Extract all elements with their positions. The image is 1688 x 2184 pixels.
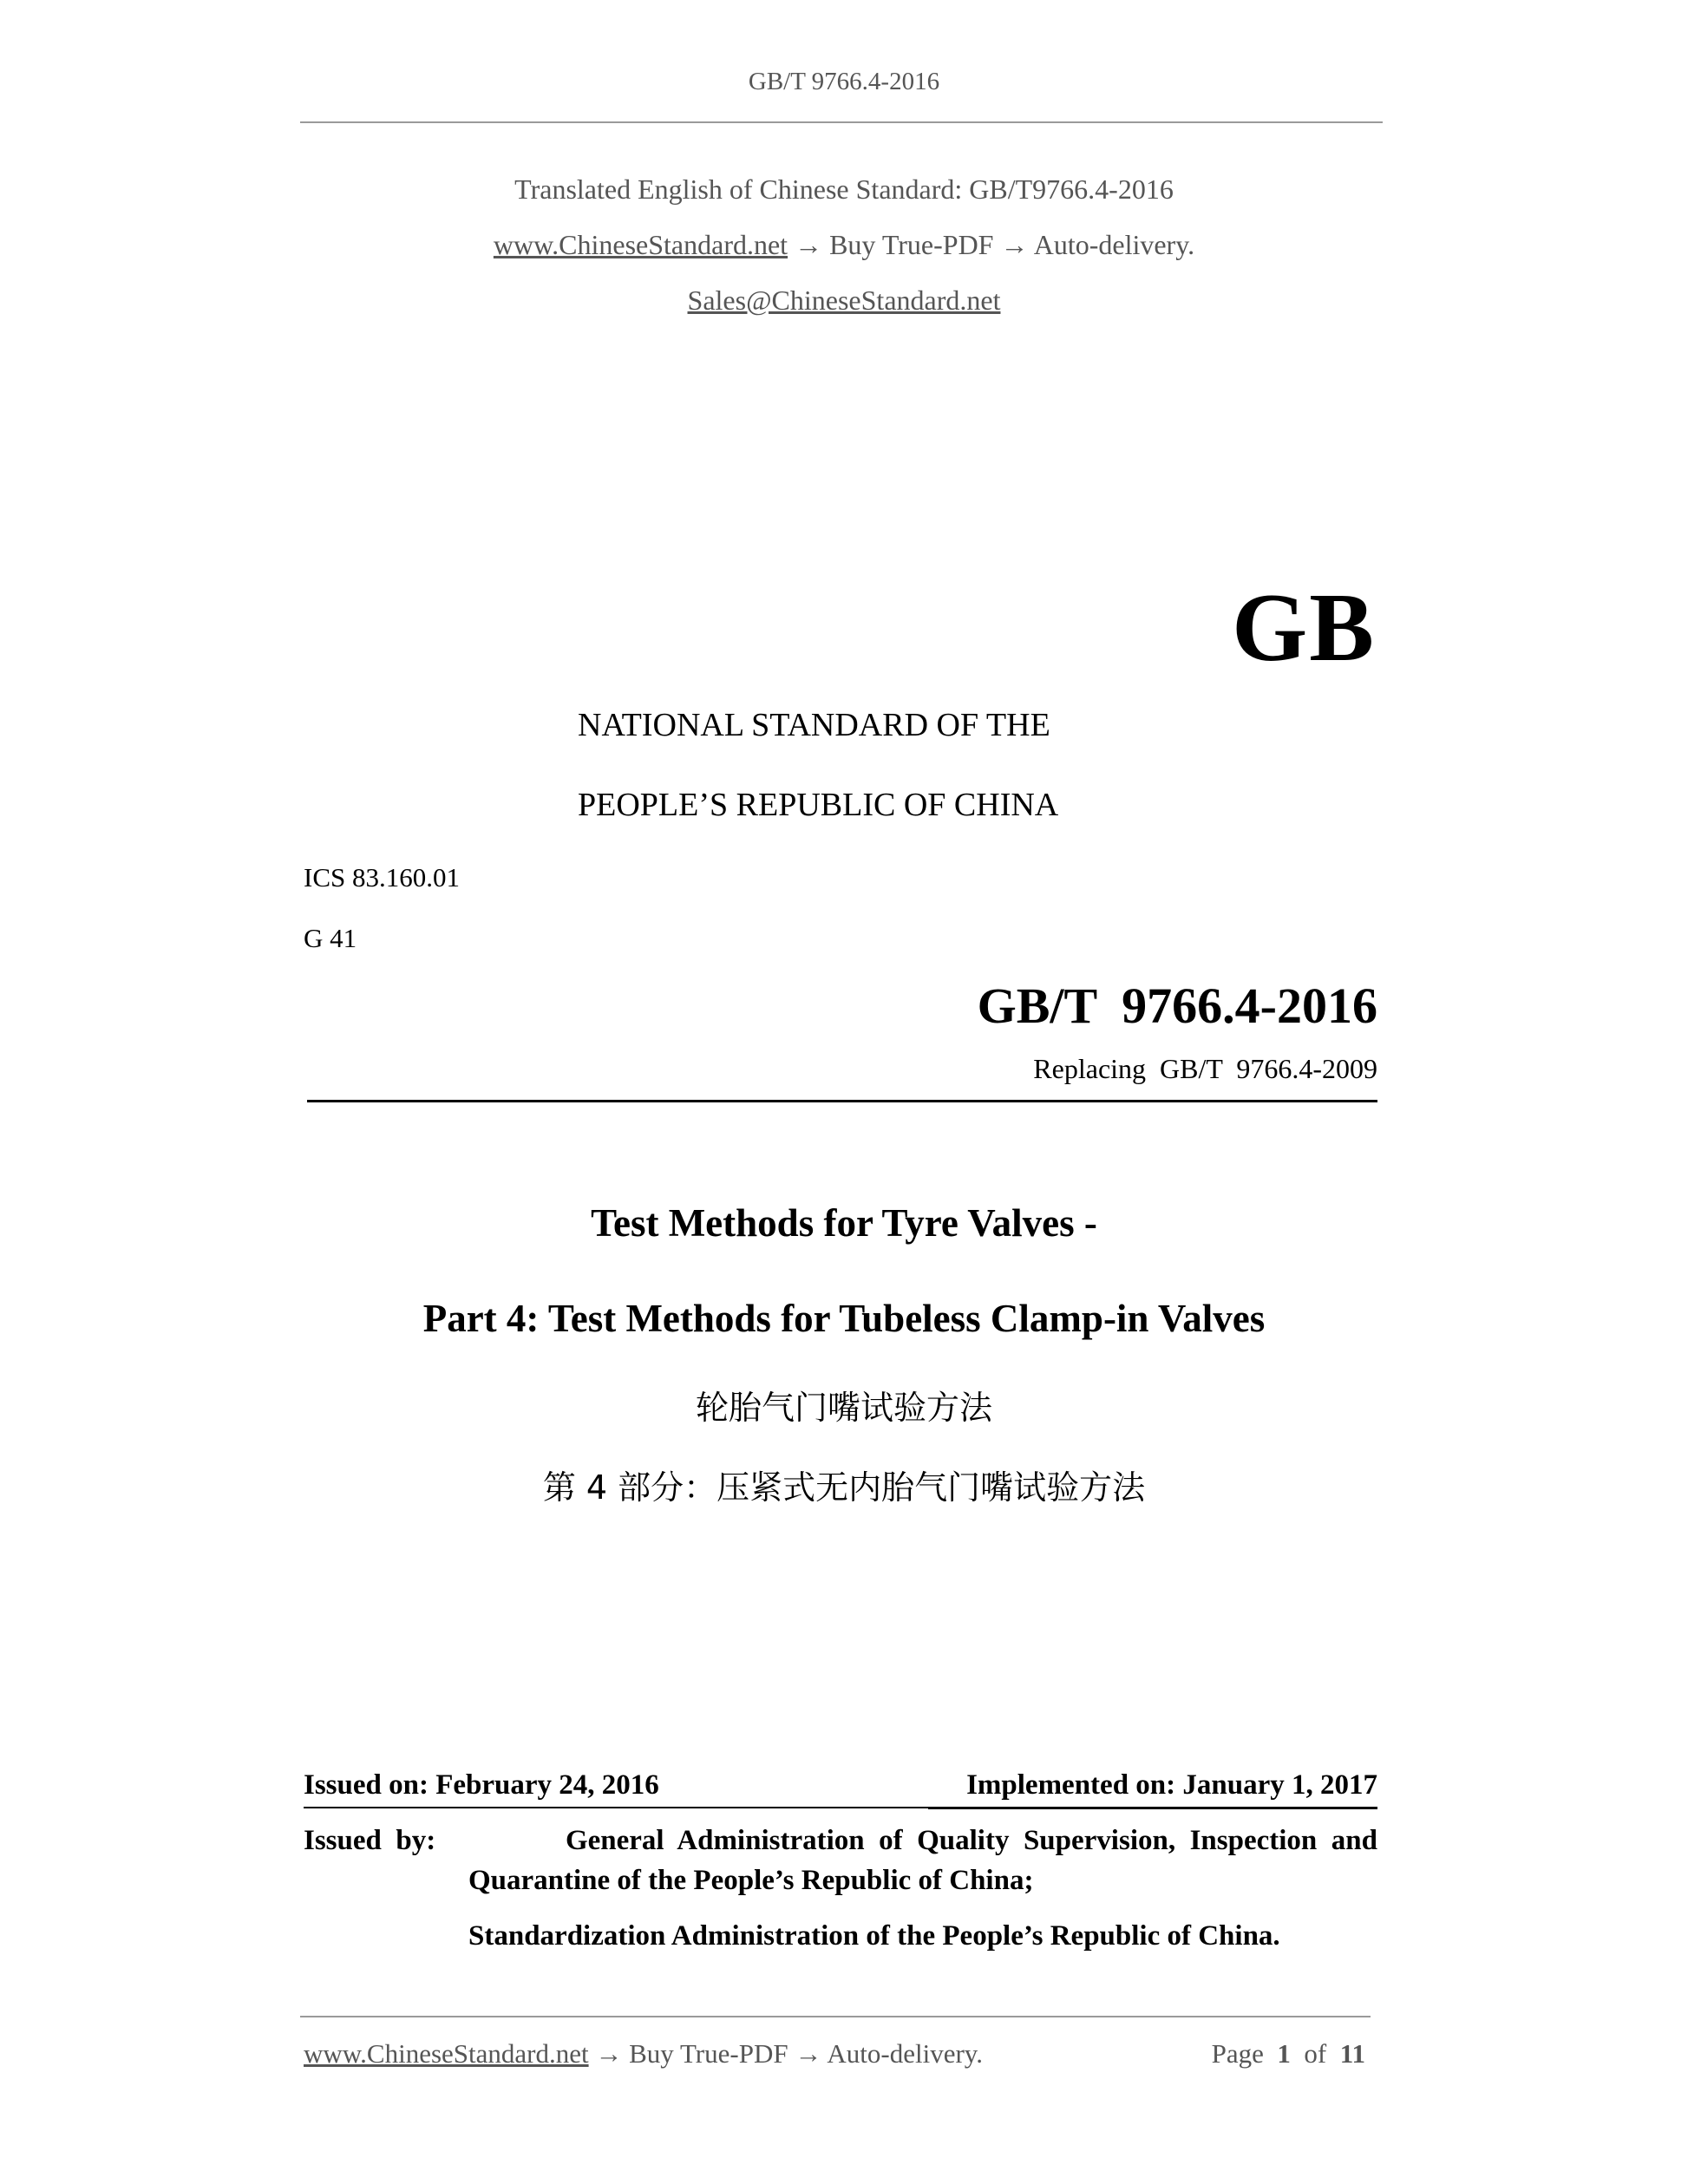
- ccs-code: G 41: [304, 923, 357, 953]
- page-label: Page: [1211, 2038, 1264, 2069]
- issuer-2: Standardization Administration of the People’s Republic of China.: [468, 1920, 1280, 1952]
- sales-email-link[interactable]: Sales@ChineseStandard.net: [687, 284, 1001, 316]
- site-link[interactable]: www.ChineseStandard.net: [493, 229, 788, 260]
- header-divider: [300, 121, 1383, 123]
- of-label: of: [1304, 2038, 1327, 2069]
- page-current: 1: [1277, 2038, 1291, 2069]
- arrow-right-icon: →: [795, 2038, 822, 2069]
- implemented-on-date: Implemented on: January 1, 2017: [966, 1769, 1377, 1801]
- issuer-1-line-a: General Administration of Quality Supervision, Inspection and: [565, 1825, 1377, 1856]
- national-standard-line-1: NATIONAL STANDARD OF THE: [578, 707, 1050, 743]
- auto-delivery-text: Auto-delivery.: [1033, 229, 1195, 260]
- footer-site-link[interactable]: www.ChineseStandard.net: [304, 2038, 589, 2069]
- number-divider: [307, 1100, 1377, 1102]
- title-en-line-2: Part 4: Test Methods for Tubeless Clamp-in Valves: [422, 1297, 1266, 1340]
- page-indicator: [1212, 2038, 1365, 2070]
- promo-line: Translated English of Chinese Standard: GB/T9766.4-2016: [514, 173, 1174, 205]
- arrow-right-icon: →: [595, 2038, 623, 2069]
- arrow-right-icon: →: [1000, 229, 1029, 260]
- arrow-right-icon: →: [795, 229, 823, 260]
- national-standard-line-2: PEOPLE’S REPUBLIC OF CHINA: [578, 787, 1059, 823]
- promo-purchase-line: [0, 229, 1688, 261]
- email-line: [0, 284, 1688, 317]
- title-cn-line-1: 轮胎气门嘴试验方法: [695, 1389, 992, 1427]
- footer-delivery-text: Auto-delivery.: [827, 2038, 984, 2069]
- footer-divider: [300, 2016, 1371, 2017]
- standard-number: GB/T 9766.4-2016: [977, 978, 1377, 1034]
- replacing-note: Replacing GB/T 9766.4-2009: [1033, 1053, 1377, 1084]
- running-header: GB/T 9766.4-2016: [748, 68, 940, 95]
- issuer-1-line-b: Quarantine of the People’s Republic of China;: [468, 1865, 1034, 1896]
- gb-logo: GB: [1232, 574, 1376, 682]
- dates-divider-left: [304, 1807, 952, 1808]
- buy-true-pdf-text: Buy True-PDF: [829, 229, 994, 260]
- title-cn-line-2: 第 4 部分：压紧式无内胎气门嘴试验方法: [542, 1468, 1146, 1507]
- footer-purchase-line: [304, 2038, 983, 2070]
- issued-on-date: Issued on: February 24, 2016: [304, 1769, 659, 1801]
- issued-by-label: Issued by:: [304, 1825, 436, 1856]
- page-total: 11: [1339, 2038, 1365, 2069]
- footer-buy-text: Buy True-PDF: [629, 2038, 788, 2069]
- dates-divider-right: [928, 1807, 1377, 1809]
- title-en-line-1: Test Methods for Tyre Valves -: [591, 1201, 1097, 1245]
- ics-code: ICS 83.160.01: [304, 862, 460, 893]
